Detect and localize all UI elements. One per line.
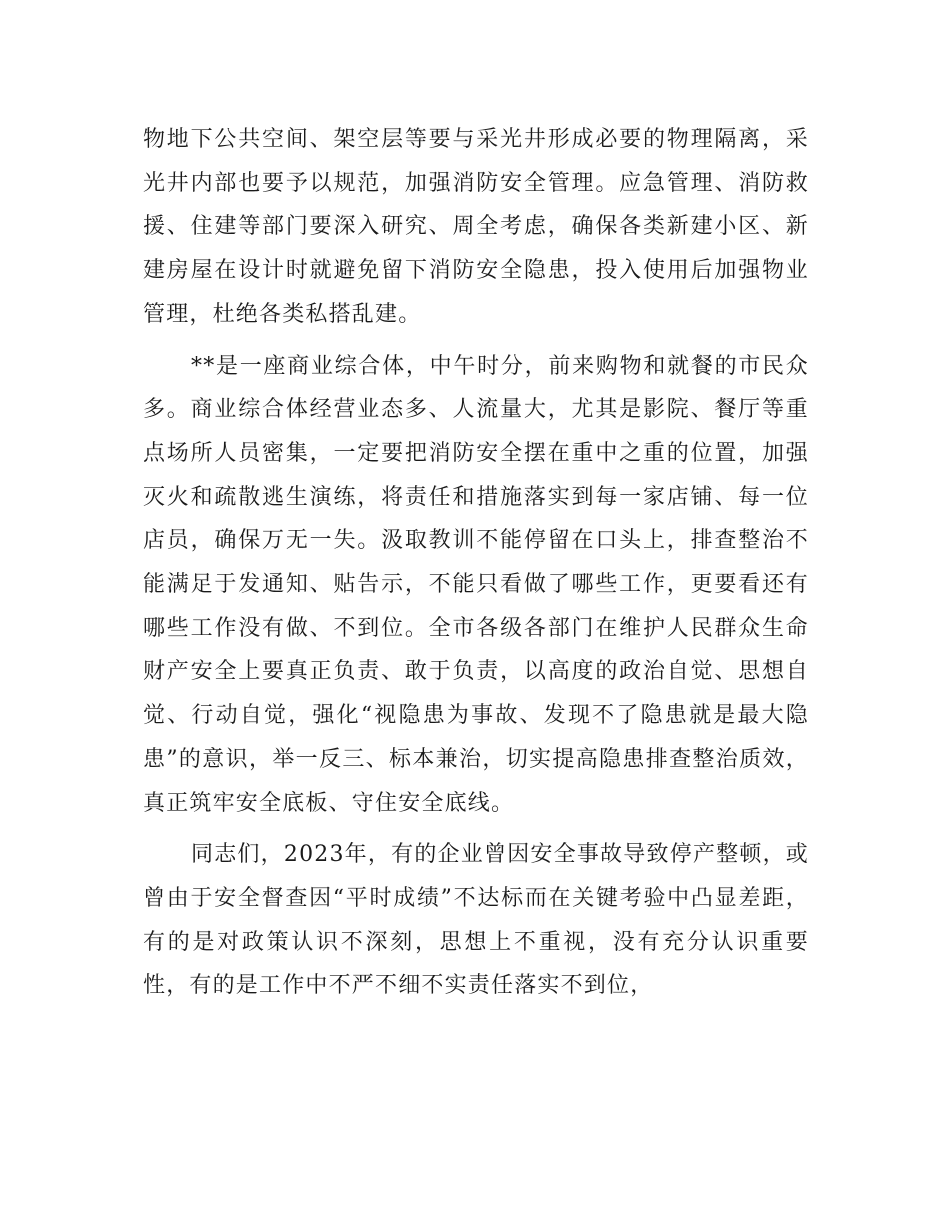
paragraph-2: **是一座商业综合体，中午时分，前来购物和就餐的市民众多。商业综合体经营业态多、人流量大，尤其是影院、餐厅等重点场所人员密集，一定要把消防安全摆在重中之重的位置，加强灭火和疏散逃生演练，将责任和措施落实到每一家店铺、每一位店员，确保万无一失。汲取教训不能停留在口头上，排查整治不能满足于发通知、贴告示，不能只看做了哪些工作，更要看还有哪些工作没有做、不到位。全市各级各部门在维护人民群众生命财产安全上要真正负责、敢于负责，以高度的政治自觉、思想自觉、行动自觉，强化“视隐患为事故、发现不了隐患就是最大隐患”的意识，举一反三、标本兼治，切实提高隐患排查整治质效，真正筑牢安全底板、守住安全底线。 — [143, 353, 809, 816]
paragraph-3: 同志们，2023年，有的企业曾因安全事故导致停产整顿，或曾由于安全督查因“平时成绩”不达标而在关键考验中凸显差距，有的是对政策认识不深刻，思想上不重视，没有充分认识重要性，有的是工作中不严不细不实责任落实不到位， — [143, 842, 809, 999]
document-body — [143, 118, 809, 1008]
paragraph-1: 物地下公共空间、架空层等要与采光井形成必要的物理隔离，采光井内部也要予以规范，加强消防安全管理。应急管理、消防救援、住建等部门要深入研究、周全考虑，确保各类新建小区、新建房屋在设计时就避免留下消防安全隐患，投入使用后加强物业管理，杜绝各类私搭乱建。 — [143, 127, 809, 327]
